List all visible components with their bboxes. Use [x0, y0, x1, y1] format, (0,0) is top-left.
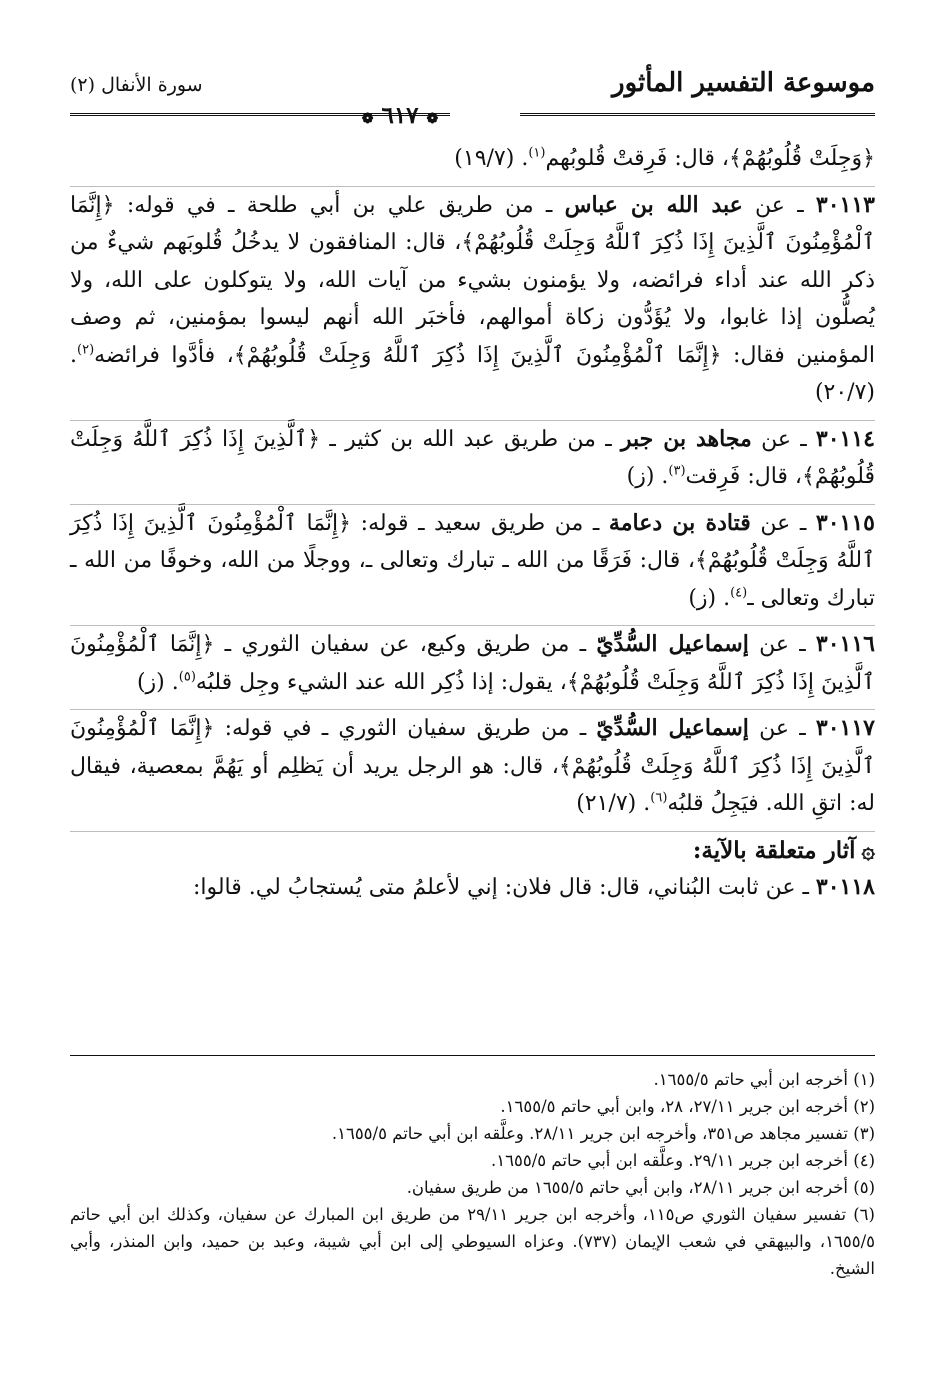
entry-number: ٣٠١١٦: [815, 631, 875, 657]
narrator-name: قتادة بن دعامة: [608, 509, 751, 536]
running-header: [70, 58, 875, 98]
entry-text: ـ عن ثابت البُناني، قال: قال فلان: إني لأعلمُ متى يُستجابُ لي. قالوا:: [192, 875, 816, 900]
volume-ref: . (١٩/٧): [454, 146, 529, 171]
volume-ref: . (٢١/٧): [576, 791, 651, 816]
entry-number: ٣٠١١٣: [815, 191, 875, 218]
footnotes: [70, 1066, 875, 1282]
quran-quote: ﴿إِنَّمَا ٱلْمُؤْمِنُونَ ٱلَّذِينَ إِذَا ذُكِرَ ٱللَّهُ وَجِلَتْ قُلُوبُهُمْ﴾: [70, 632, 875, 695]
athar-entry: ٣٠١١٦ ـ عن إسماعيل السُّدِّيّ ـ من طريق وكيع، عن سفيان الثوري ـ ﴿إِنَّمَا ٱلْمُؤْمِنُونَ ٱلَّذِينَ إِذَا ذُكِرَ ٱللَّهُ وَجِلَتْ قُلُوبُهُمْ﴾، يقول: إذا ذُكِر الله عند الشيء وجِل قلبُه$^{(٥)}$. (ز): [70, 626, 875, 710]
entry-number: ٣٠١١٤: [815, 425, 875, 452]
footnote-ref[interactable]: (٦): [650, 790, 668, 806]
footnote-ref[interactable]: (١): [528, 145, 546, 161]
ornament-icon: ❁: [426, 111, 439, 127]
quran-quote: ﴿إِنَّمَا ٱلْمُؤْمِنُونَ ٱلَّذِينَ إِذَا ذُكِرَ ٱللَّهُ وَجِلَتْ قُلُوبُهُمْ﴾: [70, 510, 875, 573]
volume-ref: . (ز): [136, 669, 179, 695]
entry-text: ، قال: فَرِقتْ قُلوبُهم: [545, 146, 730, 171]
narrator-name: إسماعيل السُّدِّيّ: [596, 715, 749, 741]
footnote: (٤) أخرجه ابن جرير ٢٩/١١. وعلَّقه ابن أبي حاتم ١٦٥٥/٥.: [491, 1151, 875, 1170]
section-heading: [70, 832, 875, 870]
header-rule-right: [520, 113, 875, 116]
quran-quote: ﴿إِنَّمَا ٱلْمُؤْمِنُونَ ٱلَّذِينَ إِذَا ذُكِرَ ٱللَّهُ وَجِلَتْ قُلُوبُهُمْ﴾: [233, 342, 722, 368]
footnote: (١) أخرجه ابن أبي حاتم ١٦٥٥/٥.: [653, 1070, 875, 1089]
athar-entry: [70, 869, 875, 907]
footnote-ref[interactable]: (٢): [77, 342, 95, 358]
volume-ref: . (ز): [688, 585, 731, 611]
athar-entry: ٣٠١١٣ ـ عن عبد الله بن عباس ـ من طريق علي بن أبي طلحة ـ في قوله: ﴿إِنَّمَا ٱلْمُؤْمِنُونَ ٱلَّذِينَ إِذَا ذُكِرَ ٱللَّهُ وَجِلَتْ قُلُوبُهُمْ﴾، قال: المنافقون لا يدخُلُ قُلوبَهم شيءٌ من ذكر الله عند أداء فرائضه، ولا يؤمنون بشيء من آيات الله، ولا يتوكلون على الله، ولا يُصلُّون إذا غابوا، ولا يُؤَدُّون زكاة أموالهم، فأخبَر الله أنهم ليسوا بمؤمنين، ثم وصف المؤمنين فقال: ﴿إِنَّمَا ٱلْمُؤْمِنُونَ ٱلَّذِينَ إِذَا ذُكِرَ ٱللَّهُ وَجِلَتْ قُلُوبُهُمْ﴾، فأدَّوا فرائضه$^{(٢)}$. (٢٠/٧): [70, 187, 875, 421]
quran-quote: ﴿إِنَّمَا ٱلْمُؤْمِنُونَ ٱلَّذِينَ إِذَا ذُكِرَ ٱللَّهُ وَجِلَتْ قُلُوبُهُمْ﴾: [70, 192, 875, 255]
footnote: (٢) أخرجه ابن جرير ٢٧/١١، ٢٨، وابن أبي حاتم ١٦٥٥/٥.: [500, 1097, 875, 1116]
entry-number: ٣٠١١٧: [815, 715, 875, 741]
volume-ref: . (ز): [626, 464, 669, 489]
intro-line: [70, 140, 875, 187]
entry-number: ٣٠١١٥: [815, 509, 875, 536]
quran-quote: ﴿وَجِلَتْ قُلُوبُهُمْ﴾: [729, 146, 875, 171]
narrator-name: إسماعيل السُّدِّيّ: [596, 631, 749, 657]
main-text: [70, 140, 875, 907]
surah-title: سورة الأنفال (٢): [70, 74, 203, 96]
quran-quote: ﴿إِنَّمَا ٱلْمُؤْمِنُونَ ٱلَّذِينَ إِذَا ذُكِرَ ٱللَّهُ وَجِلَتْ قُلُوبُهُمْ﴾: [70, 716, 875, 779]
athar-entry: ٣٠١١٧ ـ عن إسماعيل السُّدِّيّ ـ من طريق سفيان الثوري ـ في قوله: ﴿إِنَّمَا ٱلْمُؤْمِنُونَ ٱلَّذِينَ إِذَا ذُكِرَ ٱللَّهُ وَجِلَتْ قُلُوبُهُمْ﴾، قال: هو الرجل يريد أن يَظلِم أو يَهُمَّ بمعصية، فيقال له: اتقِ الله. فيَجِلُ قلبُه$^{(٦)}$. (٢١/٧): [70, 710, 875, 832]
page-number: ❁ ٦١٧ ❁: [361, 102, 439, 129]
star-ornament-icon: ۞: [861, 836, 875, 864]
footnote-ref[interactable]: (٤): [730, 585, 748, 601]
ornament-icon: ❁: [361, 111, 374, 127]
athar-entry: ٣٠١١٥ ـ عن قتادة بن دعامة ـ من طريق سعيد ـ قوله: ﴿إِنَّمَا ٱلْمُؤْمِنُونَ ٱلَّذِينَ إِذَا ذُكِرَ ٱللَّهُ وَجِلَتْ قُلُوبُهُمْ﴾، قال: فَرَقًا من الله ـ تبارك وتعالى ـ، ووجلًا من الله، وخوفًا من الله ـ تبارك وتعالى ـ$^{(٤)}$. (ز): [70, 505, 875, 627]
entry-number: ٣٠١١٨: [815, 874, 875, 900]
footnote: (٥) أخرجه ابن جرير ٢٨/١١، وابن أبي حاتم ١٦٥٥/٥ من طريق سفيان.: [406, 1178, 875, 1197]
narrator-name: عبد الله بن عباس: [564, 191, 743, 218]
footnote-ref[interactable]: (٥): [178, 669, 196, 685]
footnote: (٣) تفسير مجاهد ص٣٥١، وأخرجه ابن جرير ٢٨/١١. وعلَّقه ابن أبي حاتم ١٦٥٥/٥.: [331, 1124, 875, 1143]
footnote-separator: [70, 1055, 875, 1056]
narrator-name: مجاهد بن جبر: [620, 425, 752, 452]
volume-ref: . (٢٠/٧): [70, 342, 875, 405]
footnote: (٦) تفسير سفيان الثوري ص١١٥، وأخرجه ابن جرير ٢٩/١١ من طريق ابن المبارك عن سفيان، وكذلك ابن أبي حاتم ١٦٥٥/٥، والبيهقي في شعب الإيمان (٧٣٧). وعزاه السيوطي إلى ابن أبي شيبة، وعبد بن حميد، وابن المنذر، وأبي الشيخ.: [70, 1205, 875, 1278]
quran-quote: ﴿ٱلَّذِينَ إِذَا ذُكِرَ ٱللَّهُ وَجِلَتْ قُلُوبُهُمْ﴾: [70, 426, 875, 489]
section-title: آثار متعلقة بالآية:: [692, 836, 856, 864]
book-title: موسوعة التفسير المأثور: [612, 68, 875, 98]
athar-entry: ٣٠١١٤ ـ عن مجاهد بن جبر ـ من طريق عبد الله بن كثير ـ ﴿ٱلَّذِينَ إِذَا ذُكِرَ ٱللَّهُ وَجِلَتْ قُلُوبُهُمْ﴾، قال: فَرِقت$^{(٣)}$. (ز): [70, 421, 875, 505]
footnote-ref[interactable]: (٣): [668, 463, 686, 479]
